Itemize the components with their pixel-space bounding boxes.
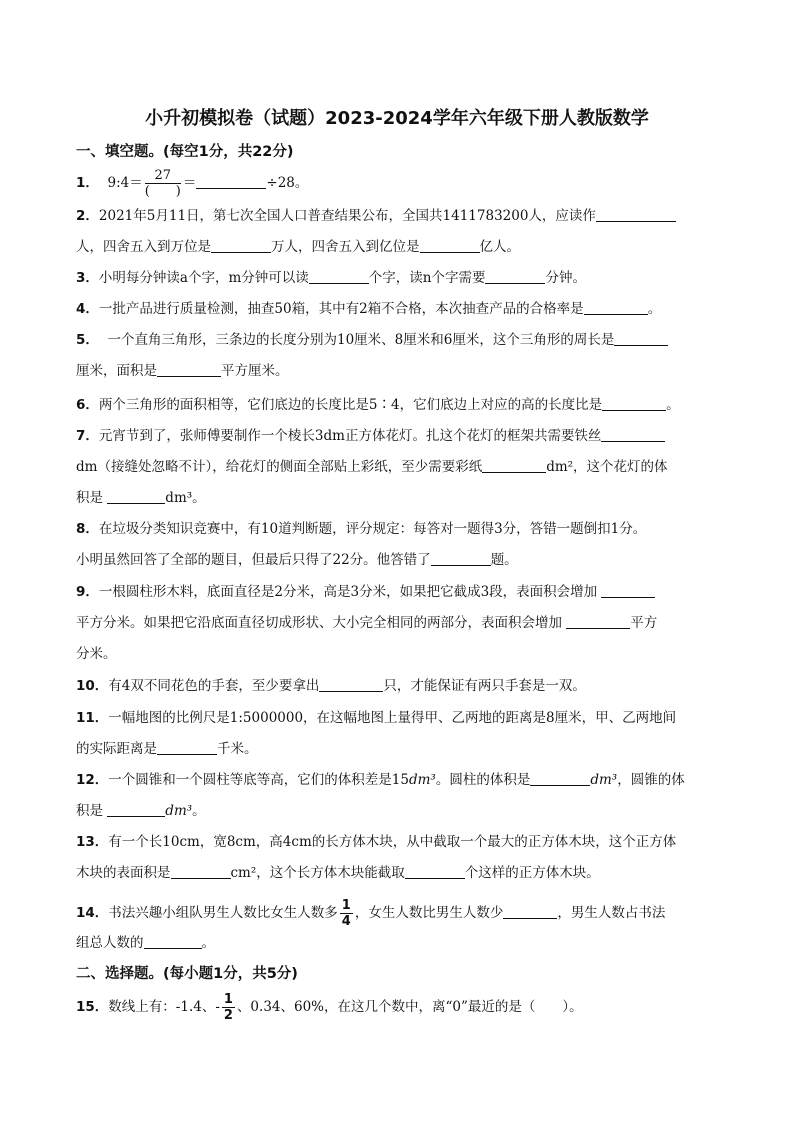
question-number: 6． — [76, 397, 99, 413]
answer-blank[interactable] — [211, 238, 271, 253]
question-text: 分钟。 — [545, 270, 586, 286]
question-text: dm（接缝处忽略不计），给花灯的侧面全部贴上彩纸，至少需要彩纸 — [76, 459, 483, 475]
question-text: 万人，四舍五入到亿位是 — [271, 239, 420, 255]
question-11 — [76, 708, 726, 728]
question-text: 一幅地图的比例尺是1:5000000，在这幅地图上量得甲、乙两地的距离是8厘米，甲、乙两地间 — [108, 710, 677, 726]
question-text: 。 — [201, 935, 215, 951]
unit-text: dm³ — [408, 772, 436, 788]
unit-text: dm³ — [590, 772, 618, 788]
answer-blank[interactable] — [157, 740, 217, 755]
fraction-numerator: 27 — [145, 168, 181, 184]
fraction-denominator: 4 — [341, 914, 351, 929]
question-text: ，圆锥的体 — [617, 772, 685, 788]
question-text: ÷28。 — [266, 175, 309, 191]
question-number: 2． — [76, 208, 99, 224]
question-text: 人，四舍五入到万位是 — [76, 239, 211, 255]
question-8 — [76, 519, 726, 539]
question-1 — [76, 168, 726, 199]
answer-blank[interactable] — [309, 269, 369, 284]
answer-blank[interactable] — [107, 802, 165, 817]
question-text: 个这样的正方体木块。 — [464, 865, 600, 881]
question-7-cont — [76, 457, 726, 477]
question-text: 书法兴趣小组队男生人数比女生人数多 — [108, 905, 338, 921]
question-text: 。 — [647, 301, 662, 317]
question-5 — [76, 330, 726, 350]
question-10 — [76, 676, 726, 696]
question-14-cont — [76, 933, 726, 953]
answer-blank[interactable] — [431, 551, 491, 566]
question-2 — [76, 206, 726, 226]
question-text: ，女生人数比男生人数少 — [354, 905, 504, 921]
question-7 — [76, 426, 726, 446]
unit-text: dm³ — [165, 803, 193, 819]
question-text: 平方 — [630, 615, 658, 631]
fraction — [340, 898, 353, 929]
question-text: ，男生人数占书法 — [557, 905, 666, 921]
question-text: 平方厘米。 — [221, 363, 289, 379]
answer-blank[interactable] — [196, 174, 266, 189]
answer-blank[interactable] — [584, 300, 648, 315]
question-number: 8． — [76, 521, 99, 537]
question-text: 千米。 — [217, 741, 258, 757]
answer-blank[interactable] — [157, 362, 221, 377]
question-number: 11． — [76, 710, 109, 726]
question-text: 小明虽然回答了全部的题目，但最后只得了22分。他答错了 — [76, 552, 431, 568]
question-text: 、0.34、60%，在这几个数中，离“0”最近的是（ ）。 — [236, 999, 583, 1015]
question-9-cont-2 — [76, 644, 726, 664]
question-text: 一个圆锥和一个圆柱等底等高，它们的体积差是15 — [108, 772, 409, 788]
question-number: 1． — [76, 175, 99, 191]
question-text: 厘米，面积是 — [76, 363, 157, 379]
question-11-cont — [76, 739, 726, 759]
page-title: 小升初模拟卷（试题）2023-2024学年六年级下册人教版数学 — [145, 108, 649, 129]
question-text: dm³。 — [165, 490, 206, 506]
question-5-cont — [76, 361, 726, 381]
question-text: 元宵节到了，张师傅要制作一个棱长3dm正方体花灯。扎这个花灯的框架共需要铁丝 — [98, 428, 602, 444]
question-text: 有一个长10cm，宽8cm，高4cm的长方体木块，从中截取一个最大的正方体木块，这个正方体 — [108, 834, 677, 850]
answer-blank[interactable] — [601, 427, 665, 442]
question-13 — [76, 832, 726, 852]
answer-blank[interactable] — [566, 614, 630, 629]
question-14 — [76, 898, 726, 929]
question-text: 一个直角三角形，三条边的长度分别为10厘米、8厘米和6厘米，这个三角形的周长是 — [107, 332, 615, 348]
question-number: 12． — [76, 772, 109, 788]
fraction — [145, 168, 181, 199]
question-number: 5． — [76, 332, 99, 348]
question-number: 14． — [76, 905, 109, 921]
question-text: dm²，这个花灯的体 — [546, 459, 668, 475]
question-number: 3． — [76, 270, 99, 286]
answer-blank[interactable] — [107, 489, 165, 504]
answer-blank[interactable] — [614, 331, 668, 346]
fraction-numerator: 1 — [341, 898, 351, 913]
question-text: 一批产品进行质量检测，抽查50箱，其中有2箱不合格，本次抽查产品的合格率是 — [98, 301, 584, 317]
answer-blank[interactable] — [530, 771, 590, 786]
question-number: 7． — [76, 428, 99, 444]
question-text: 题。 — [490, 552, 518, 568]
question-text: 9:4＝ — [107, 175, 143, 191]
question-text: 只，才能保证有两只手套是一双。 — [383, 678, 586, 694]
answer-blank[interactable] — [601, 583, 655, 598]
fraction-denominator: 2 — [223, 1008, 233, 1023]
question-number: 9． — [76, 584, 99, 600]
question-text: 分米。 — [76, 646, 117, 662]
answer-blank[interactable] — [171, 864, 231, 879]
question-number: 10． — [76, 678, 109, 694]
question-number: 4． — [76, 301, 99, 317]
answer-blank[interactable] — [485, 269, 545, 284]
question-text: 2021年5月11日，第七次全国人口普查结果公布，全国共1411783200人，应读作 — [98, 208, 596, 224]
question-text: 一根圆柱形木料，底面直径是2分米，高是3分米，如果把它截成3段，表面积会增加 — [98, 584, 598, 600]
answer-blank[interactable] — [602, 396, 666, 411]
question-6 — [76, 395, 726, 415]
answer-blank[interactable] — [405, 864, 465, 879]
fraction-numerator: 1 — [223, 992, 233, 1007]
question-text: 在垃圾分类知识竞赛中，有10道判断题，评分规定：每答对一题得3分，答错一题倒扣1分。 — [98, 521, 647, 537]
answer-blank[interactable] — [144, 934, 202, 949]
section-fill-in-heading: 一、填空题。(每空1分，共22分) — [76, 144, 294, 160]
question-15 — [76, 992, 726, 1023]
answer-blank[interactable] — [319, 677, 383, 692]
question-number: 15． — [76, 999, 109, 1015]
question-text: 积是 — [76, 490, 103, 506]
question-text: 。圆柱的体积是 — [435, 772, 531, 788]
answer-blank[interactable] — [503, 904, 557, 919]
question-number: 13． — [76, 834, 109, 850]
fraction-denominator: ( ) — [144, 184, 181, 199]
section-choice-heading: 二、选择题。(每小题1分，共5分) — [76, 966, 298, 982]
question-text: 组总人数的 — [76, 935, 144, 951]
question-12 — [76, 770, 726, 790]
answer-blank[interactable] — [482, 458, 546, 473]
question-9-cont — [76, 613, 726, 633]
fraction — [222, 992, 235, 1023]
question-text: 数线上有：-1.4、- — [108, 999, 220, 1015]
question-3 — [76, 268, 726, 288]
question-4 — [76, 299, 726, 319]
question-text: 个字，读n个字需要 — [368, 270, 486, 286]
question-text: cm²，这个长方体木块能截取 — [230, 865, 405, 881]
answer-blank[interactable] — [596, 207, 676, 222]
question-2-cont — [76, 237, 726, 257]
question-9 — [76, 582, 726, 602]
question-text: 小明每分钟读a个字，m分钟可以读 — [98, 270, 309, 286]
answer-blank[interactable] — [420, 238, 480, 253]
question-13-cont — [76, 863, 726, 883]
question-text: 有4双不同花色的手套，至少要拿出 — [108, 678, 320, 694]
question-8-cont — [76, 550, 726, 570]
question-text: 。 — [666, 397, 680, 413]
question-text: 两个三角形的面积相等，它们底边的长度比是5∶4，它们底边上对应的高的长度比是 — [98, 397, 603, 413]
question-text: 积是 — [76, 803, 103, 819]
question-text: ＝ — [182, 175, 197, 191]
question-7-cont-2 — [76, 488, 726, 508]
question-text: 的实际距离是 — [76, 741, 157, 757]
question-12-cont: 积是 dm³。 — [76, 803, 206, 819]
question-text: 木块的表面积是 — [76, 865, 171, 881]
question-text: 平方分米。如果把它沿底面直径切成形状、大小完全相同的两部分，表面积会增加 — [76, 615, 562, 631]
question-text: 亿人。 — [479, 239, 520, 255]
